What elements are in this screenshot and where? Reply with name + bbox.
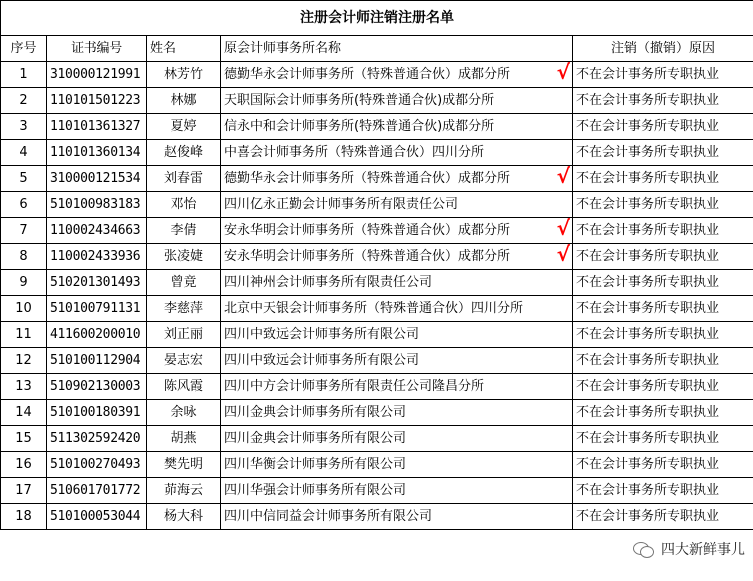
- row-firm-text: 四川中方会计师事务所有限责任公司隆昌分所: [224, 379, 485, 394]
- row-firm-text: 四川中信同益会计师事务所有限公司: [224, 509, 433, 524]
- row-firm: [221, 244, 573, 270]
- row-cert-no: [47, 192, 147, 218]
- check-mark-icon: √: [556, 165, 570, 188]
- row-name: [147, 348, 221, 374]
- row-reason: [573, 140, 753, 166]
- row-name: [147, 374, 221, 400]
- row-seq-text: 5: [19, 171, 28, 186]
- row-firm-text: 四川金典会计师事务所有限公司: [224, 431, 407, 446]
- row-reason-text: 不在会计事务所专职执业: [576, 249, 720, 264]
- row-firm: [221, 322, 573, 348]
- row-name-text: 赵俊峰: [163, 145, 203, 160]
- row-cert-no-text: 510201301493: [50, 275, 141, 290]
- row-name: [147, 270, 221, 296]
- row-seq: [1, 218, 47, 244]
- row-cert-no: [47, 62, 147, 88]
- row-seq-text: 15: [15, 431, 32, 446]
- row-name: [147, 62, 221, 88]
- row-firm-text: 安永华明会计师事务所（特殊普通合伙）成都分所: [224, 249, 511, 264]
- row-reason: [573, 88, 753, 114]
- row-cert-no: [47, 140, 147, 166]
- check-mark-icon: √: [556, 217, 570, 240]
- table-row: [1, 114, 753, 140]
- row-seq: [1, 244, 47, 270]
- row-reason-text: 不在会计事务所专职执业: [576, 353, 720, 368]
- row-cert-no-text: 510100983183: [50, 197, 141, 212]
- row-seq: [1, 62, 47, 88]
- row-seq: [1, 348, 47, 374]
- row-cert-no: [47, 244, 147, 270]
- header-cert-no: 证书编号: [47, 36, 147, 62]
- row-name-text: 余咏: [170, 405, 197, 420]
- row-reason: [573, 244, 753, 270]
- row-cert-no-text: 310000121991: [50, 67, 141, 82]
- wechat-icon: [633, 540, 655, 558]
- row-cert-no-text: 510902130003: [50, 379, 141, 394]
- row-cert-no: [47, 322, 147, 348]
- row-name-text: 晏志宏: [163, 353, 203, 368]
- row-firm: [221, 218, 573, 244]
- row-seq: [1, 374, 47, 400]
- row-cert-no: [47, 478, 147, 504]
- row-reason-text: 不在会计事务所专职执业: [576, 379, 720, 394]
- table-row: [1, 218, 753, 244]
- row-seq-text: 1: [19, 67, 28, 82]
- row-cert-no-text: 510100053044: [50, 509, 141, 524]
- row-name-text: 李倩: [170, 223, 197, 238]
- row-cert-no: [47, 374, 147, 400]
- row-cert-no-text: 510601701772: [50, 483, 141, 498]
- row-cert-no-text: 310000121534: [50, 171, 141, 186]
- row-reason: [573, 348, 753, 374]
- row-name: [147, 244, 221, 270]
- row-reason: [573, 452, 753, 478]
- row-reason: [573, 296, 753, 322]
- row-reason-text: 不在会计事务所专职执业: [576, 327, 720, 342]
- row-reason-text: 不在会计事务所专职执业: [576, 171, 720, 186]
- check-mark-icon: √: [556, 243, 570, 266]
- row-seq-text: 10: [15, 301, 32, 316]
- row-firm: [221, 88, 573, 114]
- row-seq-text: 17: [15, 483, 32, 498]
- table-row: [1, 166, 753, 192]
- row-seq-text: 14: [15, 405, 32, 420]
- row-reason: [573, 270, 753, 296]
- table-row: [1, 478, 753, 504]
- row-name-text: 曾竟: [170, 275, 197, 290]
- watermark-text: 四大新鲜事儿: [661, 542, 745, 558]
- row-cert-no-text: 511302592420: [50, 431, 141, 446]
- row-seq: [1, 270, 47, 296]
- row-cert-no: [47, 166, 147, 192]
- row-name: [147, 452, 221, 478]
- row-firm-text: 四川华强会计师事务所有限公司: [224, 483, 407, 498]
- row-firm: [221, 478, 573, 504]
- row-cert-no: [47, 452, 147, 478]
- row-seq-text: 8: [19, 249, 28, 264]
- row-seq: [1, 114, 47, 140]
- row-cert-no: [47, 88, 147, 114]
- row-name-text: 邓怡: [170, 197, 197, 212]
- row-seq-text: 12: [15, 353, 32, 368]
- row-firm: [221, 62, 573, 88]
- table-row: [1, 88, 753, 114]
- row-firm: [221, 192, 573, 218]
- row-cert-no-text: 510100112904: [50, 353, 141, 368]
- row-reason-text: 不在会计事务所专职执业: [576, 93, 720, 108]
- row-name-text: 刘正丽: [163, 327, 203, 342]
- row-cert-no-text: 510100180391: [50, 405, 141, 420]
- row-firm-text: 德勤华永会计师事务所（特殊普通合伙）成都分所: [224, 171, 511, 186]
- table-row: [1, 374, 753, 400]
- row-firm-text: 信永中和会计师事务所(特殊普通合伙)成都分所: [224, 119, 495, 134]
- row-seq-text: 13: [15, 379, 32, 394]
- row-reason: [573, 426, 753, 452]
- row-name-text: 茆海云: [163, 483, 203, 498]
- row-firm: [221, 374, 573, 400]
- row-seq: [1, 400, 47, 426]
- table-row: [1, 296, 753, 322]
- row-reason-text: 不在会计事务所专职执业: [576, 119, 720, 134]
- row-reason-text: 不在会计事务所专职执业: [576, 509, 720, 524]
- row-firm: [221, 400, 573, 426]
- table-row: [1, 140, 753, 166]
- row-cert-no: [47, 218, 147, 244]
- row-cert-no-text: 110101360134: [50, 145, 141, 160]
- row-firm-text: 安永华明会计师事务所（特殊普通合伙）成都分所: [224, 223, 511, 238]
- row-name: [147, 322, 221, 348]
- row-name: [147, 400, 221, 426]
- row-seq-text: 18: [15, 509, 32, 524]
- row-cert-no-text: 110002433936: [50, 249, 141, 264]
- check-mark-icon: √: [556, 61, 570, 84]
- row-cert-no: [47, 114, 147, 140]
- row-cert-no: [47, 270, 147, 296]
- row-seq: [1, 166, 47, 192]
- row-firm-text: 四川亿永正勤会计师事务所有限责任公司: [224, 197, 459, 212]
- row-reason-text: 不在会计事务所专职执业: [576, 275, 720, 290]
- row-seq: [1, 296, 47, 322]
- row-name: [147, 88, 221, 114]
- row-cert-no: [47, 400, 147, 426]
- row-firm: [221, 270, 573, 296]
- row-firm-text: 德勤华永会计师事务所（特殊普通合伙）成都分所: [224, 67, 511, 82]
- row-cert-no-text: 110101361327: [50, 119, 141, 134]
- row-cert-no-text: 110002434663: [50, 223, 141, 238]
- row-firm-text: 四川中致远会计师事务所有限公司: [224, 327, 420, 342]
- row-seq: [1, 426, 47, 452]
- row-seq: [1, 478, 47, 504]
- row-name: [147, 140, 221, 166]
- row-cert-no: [47, 504, 147, 530]
- row-reason-text: 不在会计事务所专职执业: [576, 197, 720, 212]
- row-reason-text: 不在会计事务所专职执业: [576, 145, 720, 160]
- row-seq-text: 16: [15, 457, 32, 472]
- row-seq-text: 4: [19, 145, 28, 160]
- row-reason: [573, 374, 753, 400]
- row-reason: [573, 478, 753, 504]
- row-name-text: 杨大科: [163, 509, 203, 524]
- row-reason-text: 不在会计事务所专职执业: [576, 457, 720, 472]
- row-cert-no: [47, 426, 147, 452]
- row-seq: [1, 322, 47, 348]
- table-row: [1, 400, 753, 426]
- row-firm: [221, 140, 573, 166]
- row-firm: [221, 452, 573, 478]
- row-cert-no-text: 110101501223: [50, 93, 141, 108]
- table-row: [1, 62, 753, 88]
- row-reason: [573, 166, 753, 192]
- row-seq-text: 9: [19, 275, 28, 290]
- row-firm-text: 四川金典会计师事务所有限公司: [224, 405, 407, 420]
- row-reason-text: 不在会计事务所专职执业: [576, 483, 720, 498]
- row-reason-text: 不在会计事务所专职执业: [576, 67, 720, 82]
- row-reason: [573, 192, 753, 218]
- table-row: [1, 426, 753, 452]
- table-title: 注册会计师注销注册名单: [1, 1, 753, 36]
- row-reason: [573, 218, 753, 244]
- row-seq-text: 3: [19, 119, 28, 134]
- row-name-text: 樊先明: [163, 457, 203, 472]
- row-firm: [221, 426, 573, 452]
- row-firm: [221, 166, 573, 192]
- row-name: [147, 296, 221, 322]
- row-seq-text: 11: [15, 327, 32, 342]
- header-reason: 注销（撤销）原因: [573, 36, 753, 62]
- row-name-text: 林娜: [170, 93, 197, 108]
- row-firm-text: 四川华衡会计师事务所有限公司: [224, 457, 407, 472]
- table-row: [1, 244, 753, 270]
- row-name-text: 林芳竹: [163, 67, 203, 82]
- header-firm: 原会计师事务所名称: [221, 36, 573, 62]
- row-reason: [573, 114, 753, 140]
- table-row: [1, 270, 753, 296]
- row-seq-text: 7: [19, 223, 28, 238]
- row-name: [147, 504, 221, 530]
- row-name: [147, 166, 221, 192]
- header-name: 姓名: [147, 36, 221, 62]
- row-cert-no-text: 510100791131: [50, 301, 141, 316]
- row-reason-text: 不在会计事务所专职执业: [576, 301, 720, 316]
- row-seq: [1, 88, 47, 114]
- row-name-text: 刘春雷: [163, 171, 203, 186]
- row-name: [147, 426, 221, 452]
- row-firm-text: 四川神州会计师事务所有限责任公司: [224, 275, 433, 290]
- table-row: [1, 192, 753, 218]
- table-row: [1, 504, 753, 530]
- table-row: [1, 322, 753, 348]
- table-row: [1, 348, 753, 374]
- row-firm: [221, 504, 573, 530]
- row-seq-text: 2: [19, 93, 28, 108]
- row-cert-no: [47, 348, 147, 374]
- row-seq: [1, 192, 47, 218]
- header-seq: 序号: [1, 36, 47, 62]
- row-firm: [221, 348, 573, 374]
- row-firm-text: 中喜会计师事务所（特殊普通合伙）四川分所: [224, 145, 485, 160]
- row-seq: [1, 504, 47, 530]
- row-name-text: 陈风霞: [163, 379, 203, 394]
- row-firm: [221, 296, 573, 322]
- row-reason-text: 不在会计事务所专职执业: [576, 405, 720, 420]
- row-reason: [573, 322, 753, 348]
- row-firm-text: 四川中致远会计师事务所有限公司: [224, 353, 420, 368]
- row-name-text: 胡燕: [170, 431, 197, 446]
- row-seq: [1, 140, 47, 166]
- row-reason: [573, 400, 753, 426]
- watermark: [633, 537, 745, 561]
- row-cert-no-text: 510100270493: [50, 457, 141, 472]
- row-firm-text: 北京中天银会计师事务所（特殊普通合伙）四川分所: [224, 301, 524, 316]
- row-cert-no-text: 411600200010: [50, 327, 141, 342]
- row-firm: [221, 114, 573, 140]
- header-row: [1, 36, 753, 62]
- row-reason-text: 不在会计事务所专职执业: [576, 431, 720, 446]
- row-firm-text: 天职国际会计师事务所(特殊普通合伙)成都分所: [224, 93, 495, 108]
- row-reason-text: 不在会计事务所专职执业: [576, 223, 720, 238]
- row-seq-text: 6: [19, 197, 28, 212]
- row-reason: [573, 504, 753, 530]
- row-name: [147, 114, 221, 140]
- row-seq: [1, 452, 47, 478]
- table-row: [1, 452, 753, 478]
- row-cert-no: [47, 296, 147, 322]
- row-name: [147, 192, 221, 218]
- row-reason: [573, 62, 753, 88]
- row-name: [147, 478, 221, 504]
- row-name: [147, 218, 221, 244]
- row-name-text: 张凌婕: [163, 249, 203, 264]
- row-name-text: 夏婷: [170, 119, 197, 134]
- row-name-text: 李慈萍: [163, 301, 203, 316]
